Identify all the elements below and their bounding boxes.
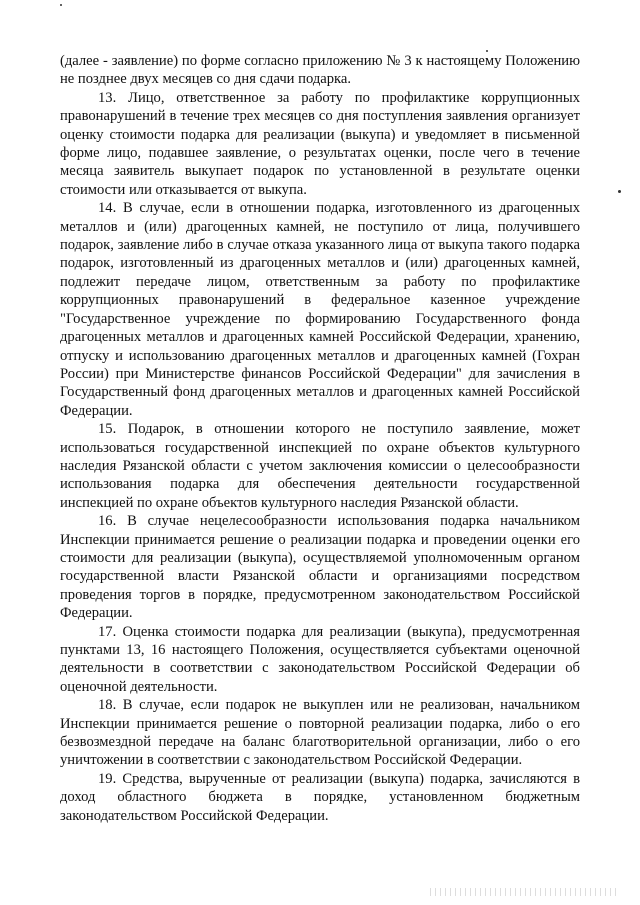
- paragraph: 17. Оценка стоимости подарка для реализации (выкупа), предусмотренная пунктами 13, 16 настоящего Положения, осуществляется субъектами оценочной деятельности в соответствии с законодательством Российской Федерации об оценочной деятельности.: [60, 623, 580, 695]
- paragraph: 19. Средства, вырученные от реализации (выкупа) подарка, зачисляются в доход областного бюджета в порядке, установленном бюджетным законодательством Российской Федерации.: [60, 770, 580, 824]
- scan-edge-noise: [430, 888, 620, 896]
- scan-speck: [618, 190, 621, 193]
- paragraph: (далее - заявление) по форме согласно приложению № 3 к настоящему Положению не позднее двух месяцев со дня сдачи подарка.: [60, 53, 580, 88]
- paragraph: 14. В случае, если в отношении подарка, изготовленного из драгоценных металлов и (или) драгоценных камней, не поступило от лица, получившего подарок, заявление либо в случае отказа указанного лица от выкупа такого подарка подарок, изготовленный из драгоценных металлов и (или) драгоценных камней, подлежит передаче лицом, ответственным за работу по профилактике коррупционных правонарушений в федеральное казенное учреждение "Государственное учреждение по формированию Государственного фонда драгоценных металлов и драгоценных камней Российской Федерации, хранению, отпуску и использованию драгоценных металлов и драгоценных камней (Гохран России) при Министерстве финансов Российской Федерации" для зачисления в Государственный фонд драгоценных металлов и драгоценных камней Российской Федерации.: [60, 200, 580, 419]
- paragraph: 16. В случае нецелесообразности использования подарка начальником Инспекции принимается решение о реализации подарка и проведении оценки его стоимости для реализации (выкупа), осуществляемой уполномоченным органом государственной власти Рязанской области и организациями посредством проведения торгов в порядке, предусмотренном законодательством Российской Федерации.: [60, 513, 580, 622]
- paragraph: 18. В случае, если подарок не выкуплен или не реализован, начальником Инспекции принимается решение о повторной реализации подарка, либо о его безвозмездной передаче на баланс благотворительной организации, либо о его уничтожении в соответствии с законодательством Российской Федерации.: [60, 697, 580, 769]
- document-body: [60, 52, 580, 825]
- scan-speck: [60, 4, 62, 6]
- paragraph: 13. Лицо, ответственное за работу по профилактике коррупционных правонарушений в течение трех месяцев со дня поступления заявления организует оценку стоимости подарка для реализации (выкупа) и уведомляет в письменной форме лицо, подавшее заявление, о результатах оценки, после чего в течение месяца заявитель выкупает подарок по установленной в результате оценки стоимости или отказывается от выкупа.: [60, 89, 580, 198]
- paragraph: 15. Подарок, в отношении которого не поступило заявление, может использоваться государственной инспекцией по охране объектов культурного наследия Рязанской области с учетом заключения комиссии о целесообразности использования подарка для обеспечения деятельности государственной инспекцией по охране объектов культурного наследия Рязанской области.: [60, 421, 580, 511]
